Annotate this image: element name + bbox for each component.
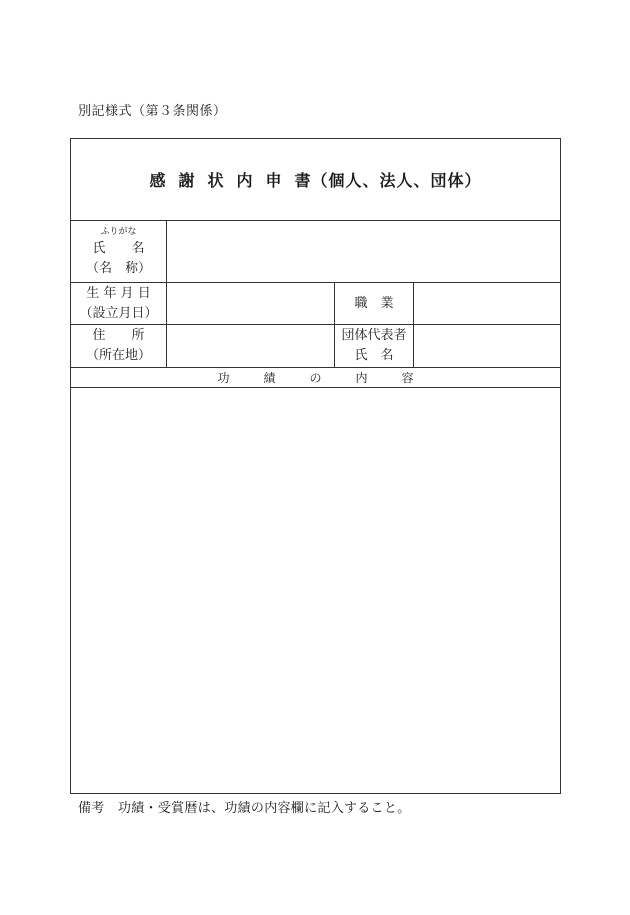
achievements-header	[71, 368, 560, 388]
address-label-line2: （所在地）	[85, 348, 151, 363]
birth-label	[71, 283, 167, 324]
birth-label-line1: 生 年 月 日	[86, 285, 151, 301]
section-header-char: 内	[355, 371, 368, 385]
name-label-line2: （名 称）	[85, 260, 151, 276]
title-char: 書（個人、法人、団体）	[294, 171, 482, 190]
representative-name-field[interactable]	[414, 325, 560, 367]
section-header-char: 功	[217, 371, 230, 385]
birth-row	[71, 283, 560, 325]
representative-label-line1: 団体代表者	[341, 328, 407, 343]
title-char: 内	[236, 171, 254, 190]
application-form	[70, 138, 561, 794]
representative-label-line2: 氏 名	[354, 348, 394, 363]
form-title	[143, 168, 487, 191]
title-row	[71, 139, 560, 221]
section-header-char: 績	[263, 371, 276, 385]
birth-label-line2: （設立月日）	[79, 305, 158, 321]
section-header-char: の	[309, 371, 322, 385]
title-char: 状	[207, 171, 225, 190]
name-row	[71, 221, 560, 283]
occupation-label-text: 職 業	[354, 295, 394, 311]
representative-label	[335, 325, 414, 367]
title-char: 感	[149, 171, 167, 190]
occupation-field[interactable]	[414, 283, 560, 324]
remarks-note: 備考 功績・受賞暦は、功績の内容欄に記入すること。	[78, 801, 411, 816]
occupation-label	[335, 283, 414, 324]
achievements-field[interactable]	[71, 388, 560, 793]
name-field[interactable]	[167, 221, 560, 282]
section-header-char: 容	[401, 371, 414, 385]
name-label	[71, 221, 167, 282]
name-label-line1: 氏 名	[92, 240, 145, 256]
form-code: 別記様式（第３条関係）	[78, 104, 227, 119]
title-char: 申	[265, 171, 283, 190]
birth-field[interactable]	[167, 283, 335, 324]
title-char: 謝	[178, 171, 196, 190]
address-row	[71, 325, 560, 368]
address-label-line1: 住 所	[92, 328, 145, 343]
address-field[interactable]	[167, 325, 335, 367]
furigana-label: ふりがな	[100, 226, 137, 237]
address-label	[71, 325, 167, 367]
